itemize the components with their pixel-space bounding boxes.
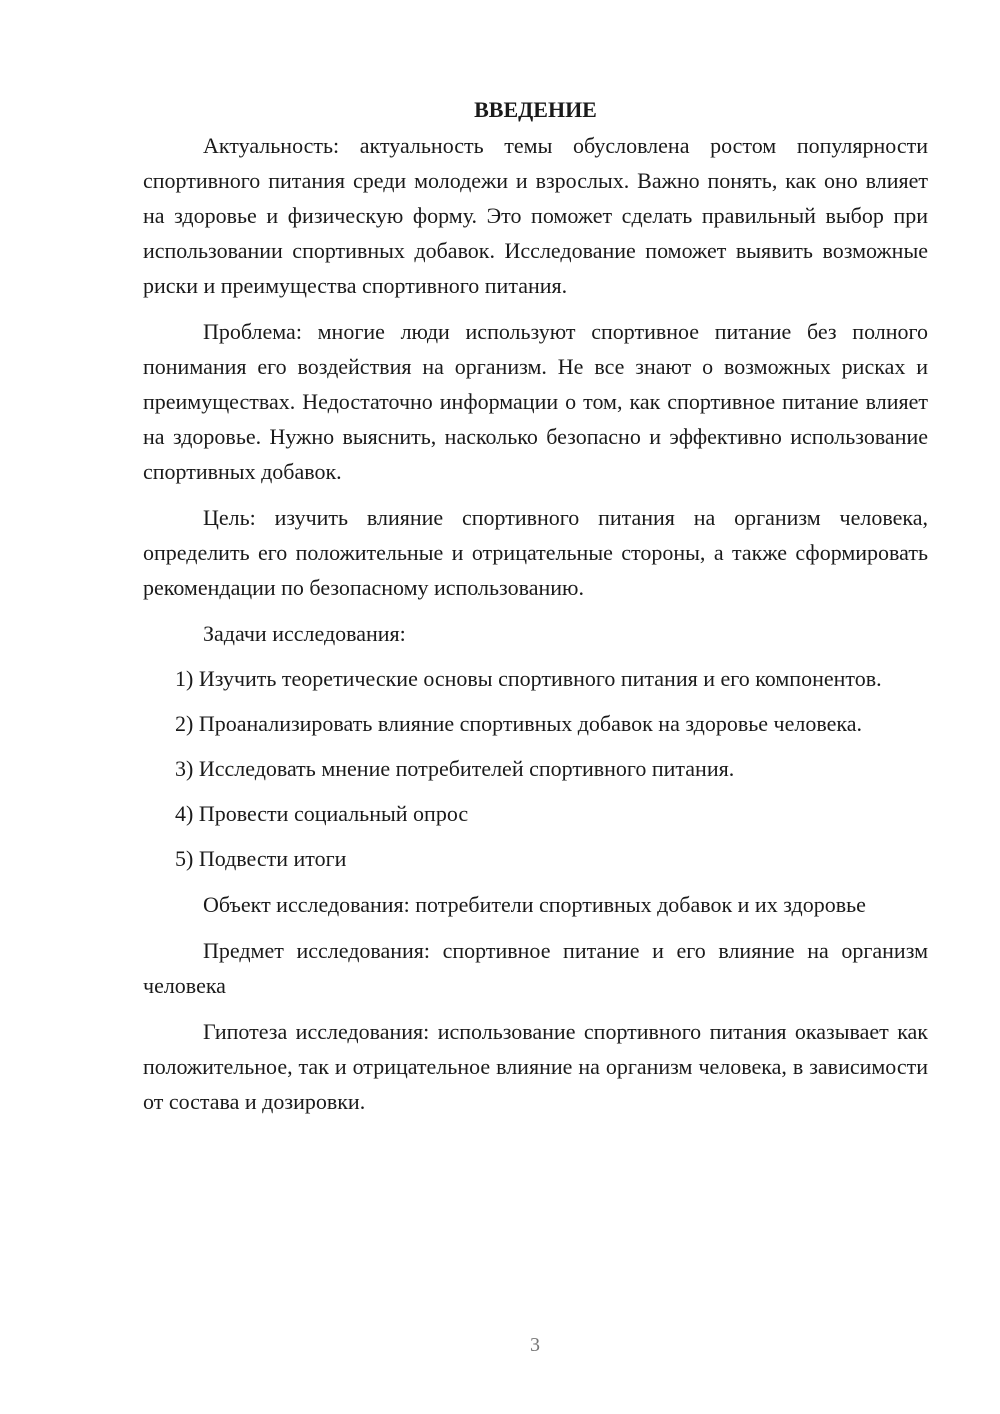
task-item-2: 2) Проанализировать влияние спортивных добавок на здоровье человека. (175, 711, 862, 736)
page-number: 3 (530, 1334, 540, 1356)
paragraph-relevance: Актуальность: актуальность темы обусловлена ростом популярности спортивного питания среди молодежи и взрослых. Важно понять, как оно влияет на здоровье и физическую форму. Это поможет сделать правильный выбор при использовании спортивных добавок. Исследование поможет выявить возможные риски и преимущества спортивного питания. (143, 133, 928, 298)
paragraph-problem: Проблема: многие люди используют спортивное питание без полного понимания его воздействия на организм. Не все знают о возможных рисках и преимуществах. Недостаточно информации о том, как спортивное питание влияет на здоровье. Нужно выяснить, насколько безопасно и эффективно использование спортивных добавок. (143, 319, 928, 484)
paragraph-subject: Предмет исследования: спортивное питание и его влияние на организм человека (143, 938, 928, 998)
document-title: ВВЕДЕНИЕ (474, 97, 597, 122)
paragraph-hypothesis: Гипотеза исследования: использование спортивного питания оказывает как положительное, так и отрицательное влияние на организм человека, в зависимости от состава и дозировки. (143, 1019, 928, 1114)
document-page (143, 92, 928, 1119)
task-item-5: 5) Подвести итоги (175, 846, 347, 871)
tasks-heading: Задачи исследования: (203, 621, 406, 646)
paragraph-goal: Цель: изучить влияние спортивного питания на организм человека, определить его положительные и отрицательные стороны, а также сформировать рекомендации по безопасному использованию. (143, 505, 928, 600)
paragraph-object: Объект исследования: потребители спортивных добавок и их здоровье (203, 892, 866, 917)
task-item-4: 4) Провести социальный опрос (175, 801, 469, 826)
task-item-3: 3) Исследовать мнение потребителей спортивного питания. (175, 756, 735, 781)
task-item-1: 1) Изучить теоретические основы спортивного питания и его компонентов. (175, 666, 882, 691)
